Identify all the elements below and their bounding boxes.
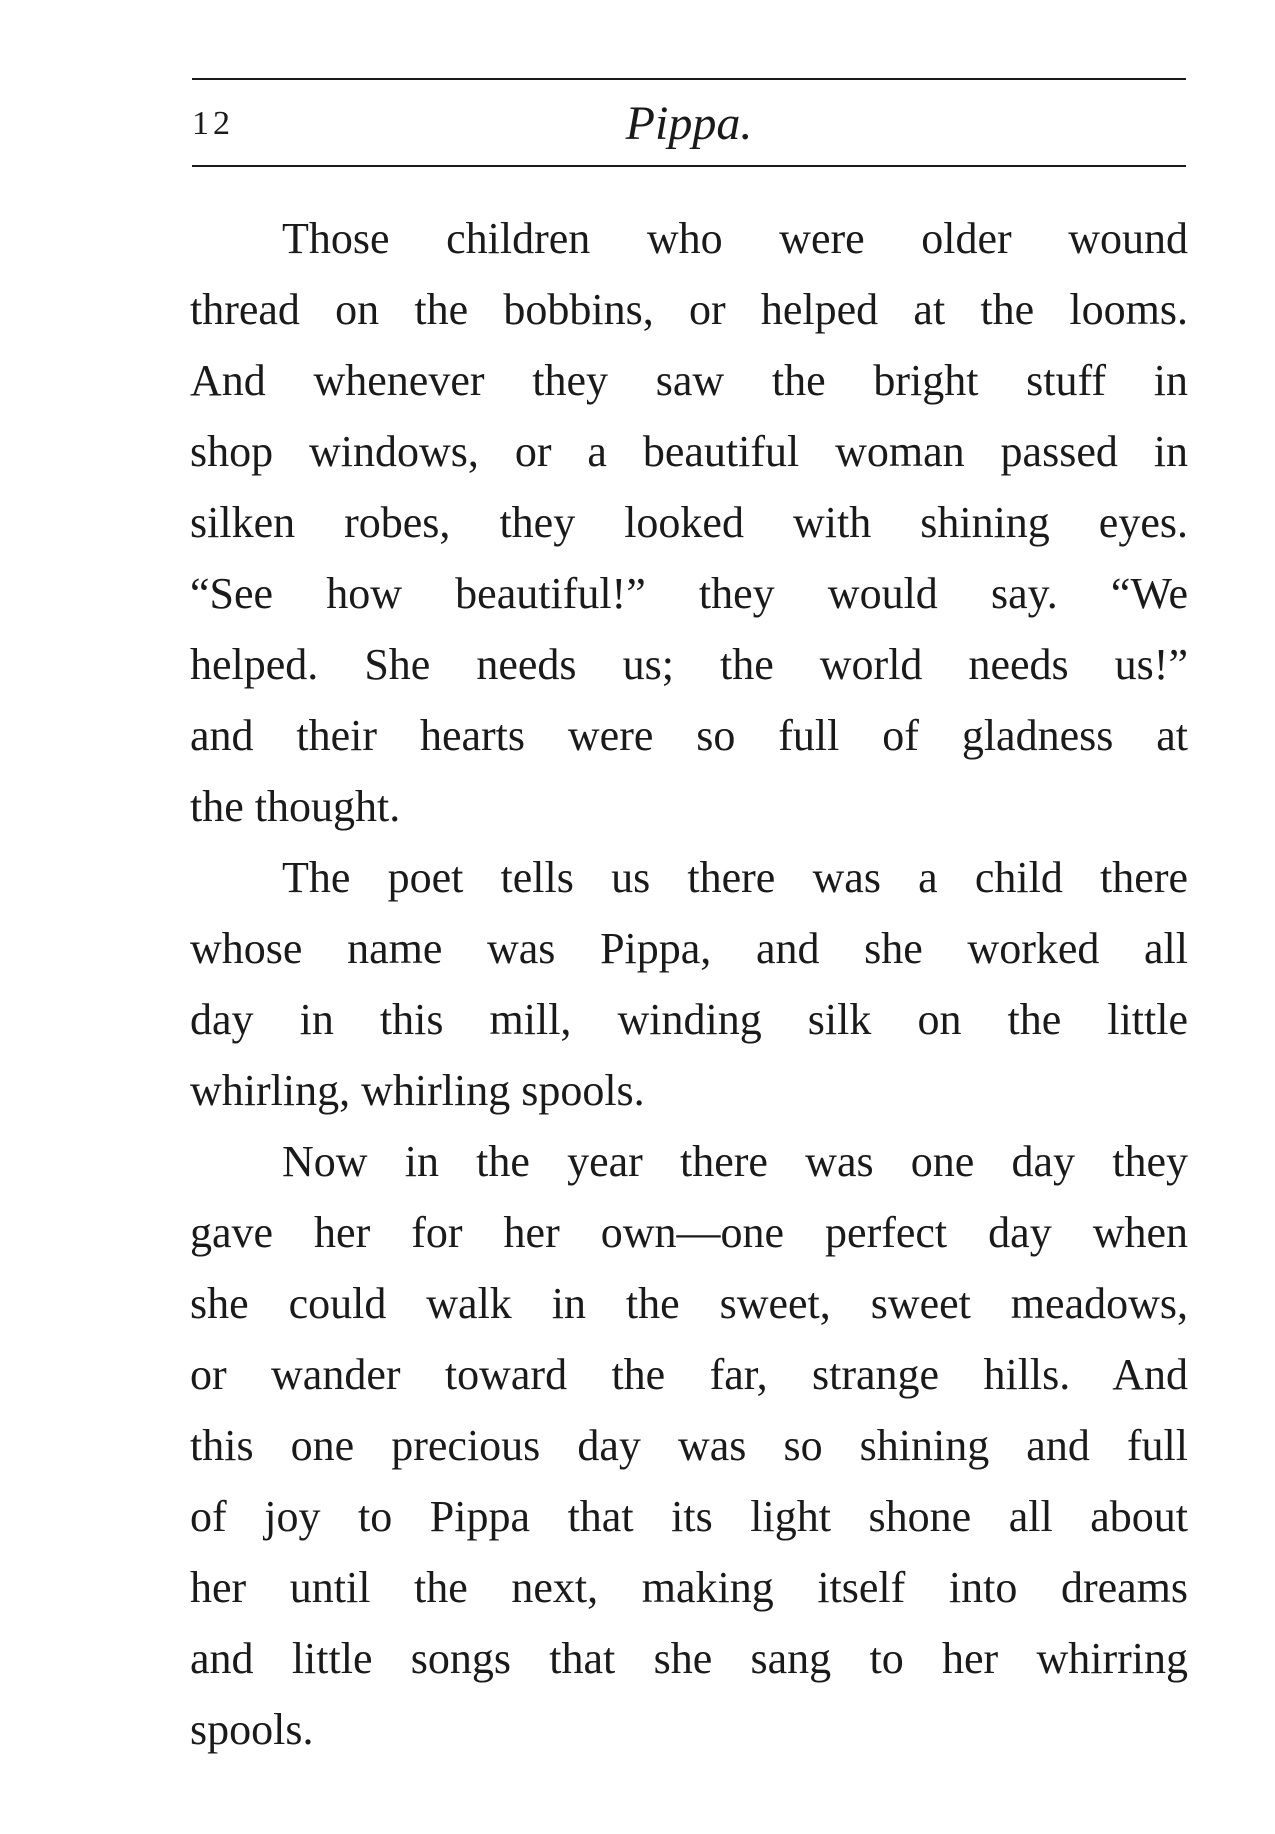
- header-top-rule: [192, 78, 1186, 80]
- text-line: silken robes, they looked with shining eyes.: [190, 498, 1188, 547]
- text-line: the thought.: [190, 782, 401, 831]
- text-line: “See how beautiful!” they would say. “We: [190, 569, 1188, 618]
- text-line: gave her for her own—one perfect day when: [190, 1208, 1188, 1257]
- text-line: shop windows, or a beautiful woman passed in: [190, 427, 1188, 476]
- text-line: this one precious day was so shining and full: [190, 1421, 1188, 1470]
- text-line: Those children who were older wound: [282, 214, 1188, 263]
- text-line: and little songs that she sang to her whirring: [190, 1634, 1188, 1683]
- text-line: And whenever they saw the bright stuff in: [190, 356, 1188, 405]
- paragraph: [190, 203, 1188, 842]
- body-text: [190, 203, 1188, 1765]
- text-line: spools.: [190, 1705, 314, 1754]
- paragraph: [190, 842, 1188, 1126]
- paragraph: [190, 1126, 1188, 1765]
- running-title: Pippa.: [625, 97, 753, 150]
- text-line: and their hearts were so full of gladness at: [190, 711, 1188, 760]
- page-number: 12: [192, 105, 234, 142]
- text-line: Now in the year there was one day they: [282, 1137, 1188, 1186]
- text-line: The poet tells us there was a child there: [282, 853, 1188, 902]
- text-line: helped. She needs us; the world needs us!”: [190, 640, 1188, 689]
- text-line: thread on the bobbins, or helped at the looms.: [190, 285, 1188, 334]
- text-line: or wander toward the far, strange hills. And: [190, 1350, 1188, 1399]
- text-line: day in this mill, winding silk on the little: [190, 995, 1188, 1044]
- text-line: whose name was Pippa, and she worked all: [190, 924, 1188, 973]
- text-line: she could walk in the sweet, sweet meadows,: [190, 1279, 1188, 1328]
- header-bottom-rule: [192, 165, 1186, 167]
- text-line: of joy to Pippa that its light shone all about: [190, 1492, 1188, 1541]
- text-line: her until the next, making itself into dreams: [190, 1563, 1188, 1612]
- text-line: whirling, whirling spools.: [190, 1066, 645, 1115]
